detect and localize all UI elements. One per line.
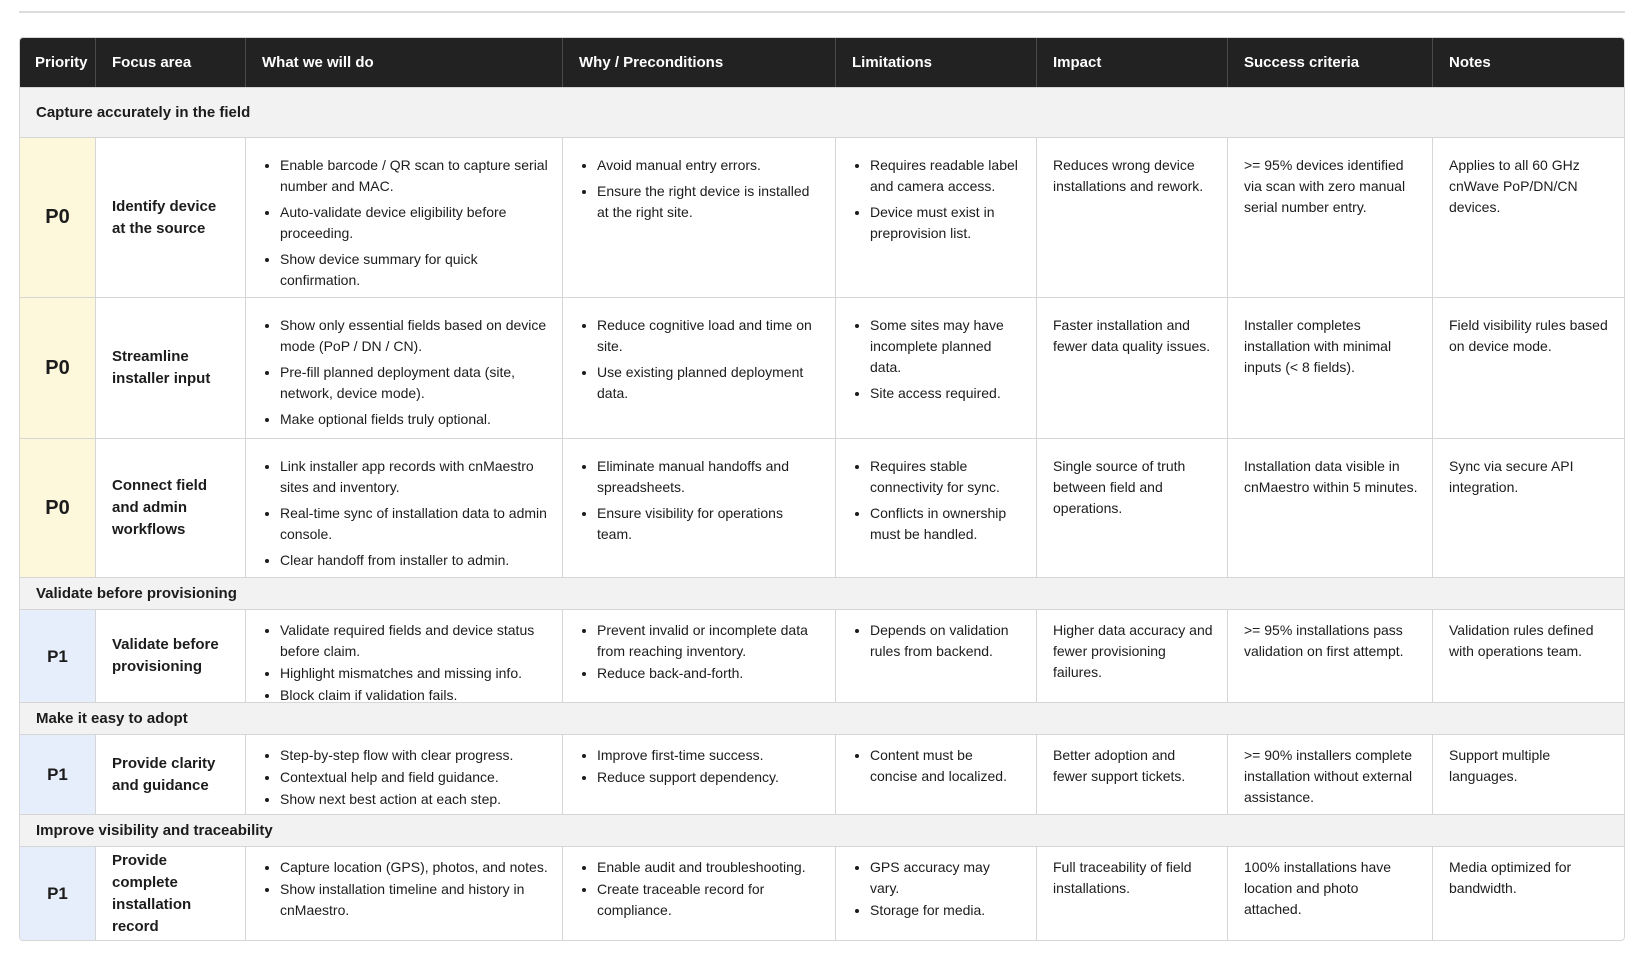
- header-impact: Impact: [1037, 38, 1228, 87]
- list-item: • Auto-validate device eligibility before proceeding.: [280, 202, 548, 244]
- list-item: • Reduce cognitive load and time on site.: [597, 315, 821, 357]
- notes: Sync via secure API integration.: [1433, 438, 1625, 577]
- impact: Higher data accuracy and fewer provisioning failures.: [1037, 609, 1228, 702]
- list-item: • Use existing planned deployment data.: [597, 362, 821, 404]
- impact: Faster installation and fewer data quality issues.: [1037, 297, 1228, 438]
- list-item: • Enable audit and troubleshooting.: [597, 857, 821, 878]
- list-item: • Pre-fill planned deployment data (site, network, device mode).: [280, 362, 548, 404]
- why-preconditions: [563, 734, 836, 814]
- focus-area: Identify device at the source: [96, 137, 246, 297]
- list-item: • Reduce support dependency.: [597, 767, 821, 788]
- success-criteria: >= 90% installers complete installation without external assistance.: [1228, 734, 1433, 814]
- list-item: • Device must exist in preprovision list.: [870, 202, 1022, 244]
- notes: Validation rules defined with operations team.: [1433, 609, 1625, 702]
- list-item: • Improve first-time success.: [597, 745, 821, 766]
- notes: Support multiple languages.: [1433, 734, 1625, 814]
- list-item: • Ensure the right device is installed at the right site.: [597, 181, 821, 223]
- list-item: • Validate required fields and device status before claim.: [280, 620, 548, 662]
- list-item: • Contextual help and field guidance.: [280, 767, 548, 788]
- impact: Full traceability of field installations.: [1037, 846, 1228, 940]
- top-divider: [19, 11, 1625, 13]
- limitations: [836, 438, 1037, 577]
- header-what-we-will-do: What we will do: [246, 38, 563, 87]
- focus-area: Connect field and admin workflows: [96, 438, 246, 577]
- focus-area: Validate before provisioning: [96, 609, 246, 702]
- impact: Single source of truth between field and operations.: [1037, 438, 1228, 577]
- list-item: • Some sites may have incomplete planned data.: [870, 315, 1022, 378]
- list-item: • Content must be concise and localized.: [870, 745, 1022, 787]
- what-we-will-do: [246, 846, 563, 940]
- focus-area: Provide clarity and guidance: [96, 734, 246, 814]
- list-item: • Capture location (GPS), photos, and notes.: [280, 857, 548, 878]
- list-item: • Clear handoff from installer to admin.: [280, 550, 548, 571]
- header-focus-area: Focus area: [96, 38, 246, 87]
- list-item: • Real-time sync of installation data to admin console.: [280, 503, 548, 545]
- list-item: • Highlight mismatches and missing info.: [280, 663, 548, 684]
- list-item: • Reduce back-and-forth.: [597, 663, 821, 684]
- impact: Better adoption and fewer support tickets.: [1037, 734, 1228, 814]
- list-item: • Prevent invalid or incomplete data from reaching inventory.: [597, 620, 821, 662]
- limitations: [836, 734, 1037, 814]
- section-capture: Capture accurately in the field: [20, 87, 1625, 137]
- what-we-will-do: [246, 438, 563, 577]
- list-item: • Link installer app records with cnMaestro sites and inventory.: [280, 456, 548, 498]
- list-item: • Enable barcode / QR scan to capture serial number and MAC.: [280, 155, 548, 197]
- header-success-criteria: Success criteria: [1228, 38, 1433, 87]
- list-item: • Show installation timeline and history in cnMaestro.: [280, 879, 548, 921]
- section-validate: Validate before provisioning: [20, 577, 1625, 609]
- list-item: • Eliminate manual handoffs and spreadsheets.: [597, 456, 821, 498]
- list-item: • Create traceable record for compliance.: [597, 879, 821, 921]
- focus-area: Provide complete installation record: [96, 846, 246, 940]
- list-item: • Block claim if validation fails.: [280, 685, 548, 702]
- list-item: • Show device summary for quick confirmation.: [280, 249, 548, 291]
- limitations: [836, 137, 1037, 297]
- header-limitations: Limitations: [836, 38, 1037, 87]
- notes: Field visibility rules based on device mode.: [1433, 297, 1625, 438]
- limitations: [836, 846, 1037, 940]
- list-item: • Conflicts in ownership must be handled.: [870, 503, 1022, 545]
- priority-badge: P0: [20, 438, 96, 577]
- list-item: • Avoid manual entry errors.: [597, 155, 821, 176]
- why-preconditions: [563, 438, 836, 577]
- list-item: • Show only essential fields based on device mode (PoP / DN / CN).: [280, 315, 548, 357]
- what-we-will-do: [246, 137, 563, 297]
- list-item: • Make optional fields truly optional.: [280, 409, 548, 430]
- list-item: • Depends on validation rules from backend.: [870, 620, 1022, 662]
- notes: Applies to all 60 GHz cnWave PoP/DN/CN devices.: [1433, 137, 1625, 297]
- priorities-table: [19, 37, 1625, 941]
- section-visibility: Improve visibility and traceability: [20, 814, 1625, 846]
- priority-badge: P1: [20, 734, 96, 814]
- why-preconditions: [563, 297, 836, 438]
- success-criteria: Installer completes installation with minimal inputs (< 8 fields).: [1228, 297, 1433, 438]
- impact: Reduces wrong device installations and rework.: [1037, 137, 1228, 297]
- priority-badge: P0: [20, 137, 96, 297]
- list-item: • Ensure visibility for operations team.: [597, 503, 821, 545]
- header-notes: Notes: [1433, 38, 1625, 87]
- list-item: • Show next best action at each step.: [280, 789, 548, 810]
- list-item: • GPS accuracy may vary.: [870, 857, 1022, 899]
- limitations: [836, 609, 1037, 702]
- what-we-will-do: [246, 297, 563, 438]
- why-preconditions: [563, 609, 836, 702]
- list-item: • Site access required.: [870, 383, 1022, 404]
- list-item: • Step-by-step flow with clear progress.: [280, 745, 548, 766]
- list-item: • Storage for media.: [870, 900, 1022, 921]
- why-preconditions: [563, 846, 836, 940]
- header-why-preconditions: Why / Preconditions: [563, 38, 836, 87]
- notes: Media optimized for bandwidth.: [1433, 846, 1625, 940]
- limitations: [836, 297, 1037, 438]
- priority-badge: P1: [20, 609, 96, 702]
- success-criteria: Installation data visible in cnMaestro within 5 minutes.: [1228, 438, 1433, 577]
- why-preconditions: [563, 137, 836, 297]
- success-criteria: >= 95% installations pass validation on first attempt.: [1228, 609, 1433, 702]
- priority-badge: P1: [20, 846, 96, 940]
- header-priority: Priority: [20, 38, 96, 87]
- section-adopt: Make it easy to adopt: [20, 702, 1625, 734]
- list-item: • Requires stable connectivity for sync.: [870, 456, 1022, 498]
- what-we-will-do: [246, 734, 563, 814]
- success-criteria: >= 95% devices identified via scan with zero manual serial number entry.: [1228, 137, 1433, 297]
- what-we-will-do: [246, 609, 563, 702]
- success-criteria: 100% installations have location and photo attached.: [1228, 846, 1433, 940]
- focus-area: Streamline installer input: [96, 297, 246, 438]
- list-item: • Requires readable label and camera access.: [870, 155, 1022, 197]
- priority-badge: P0: [20, 297, 96, 438]
